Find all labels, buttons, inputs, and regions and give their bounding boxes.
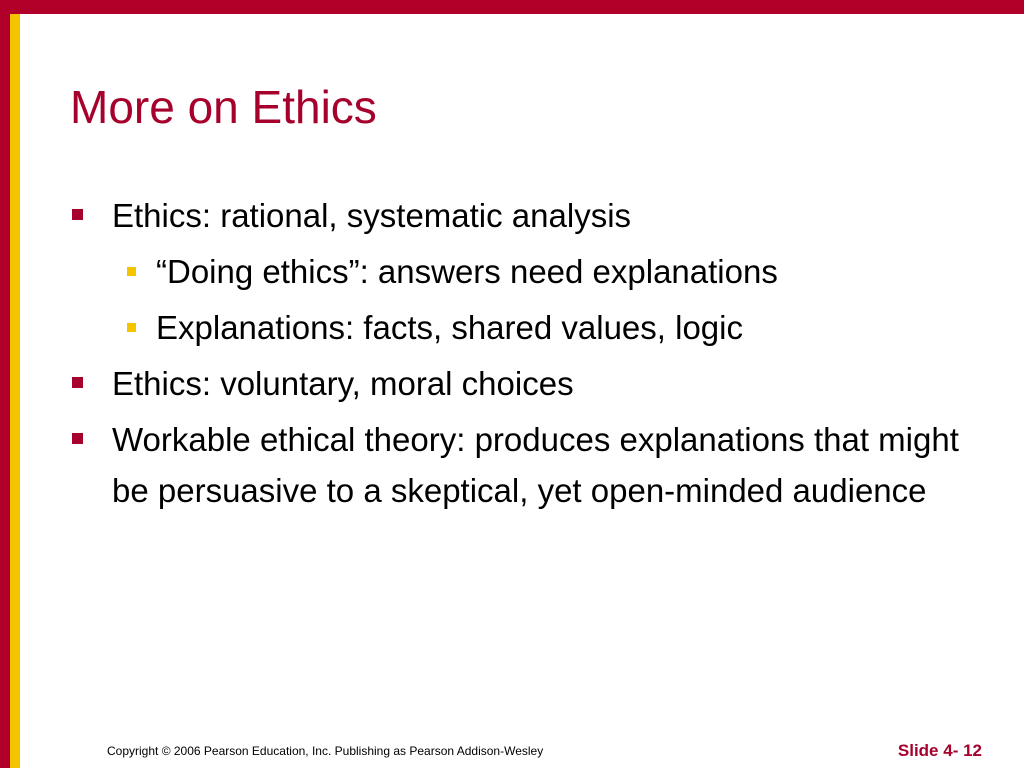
footer-copyright: Copyright © 2006 Pearson Education, Inc. Publishing as Pearson Addison-Wesley xyxy=(107,744,544,758)
square-bullet-icon xyxy=(127,267,136,276)
square-bullet-icon xyxy=(72,377,83,388)
slide-title: More on Ethics xyxy=(70,81,377,133)
sub-bullet-text: “Doing ethics”: answers need explanations xyxy=(156,253,778,290)
sub-bullet-item xyxy=(70,246,990,297)
left-accent-bar-gold xyxy=(10,14,20,768)
bullet-item xyxy=(70,358,990,409)
sub-bullet-text: Explanations: facts, shared values, logic xyxy=(156,309,743,346)
bullet-item xyxy=(70,190,990,241)
sub-bullet-item xyxy=(70,302,990,353)
bullet-list xyxy=(70,190,990,516)
square-bullet-icon xyxy=(127,323,136,332)
slide-number: Slide 4- 12 xyxy=(897,741,982,760)
top-accent-bar xyxy=(0,0,1024,14)
bullet-item xyxy=(70,414,990,516)
square-bullet-icon xyxy=(72,433,83,444)
bullet-text: Workable ethical theory: produces explanations that might be persuasive to a skeptical, yet open-minded audience xyxy=(112,421,959,509)
bullet-text: Ethics: voluntary, moral choices xyxy=(112,365,574,402)
bullet-text: Ethics: rational, systematic analysis xyxy=(112,197,632,234)
left-accent-bar-red xyxy=(0,0,10,768)
square-bullet-icon xyxy=(72,209,83,220)
